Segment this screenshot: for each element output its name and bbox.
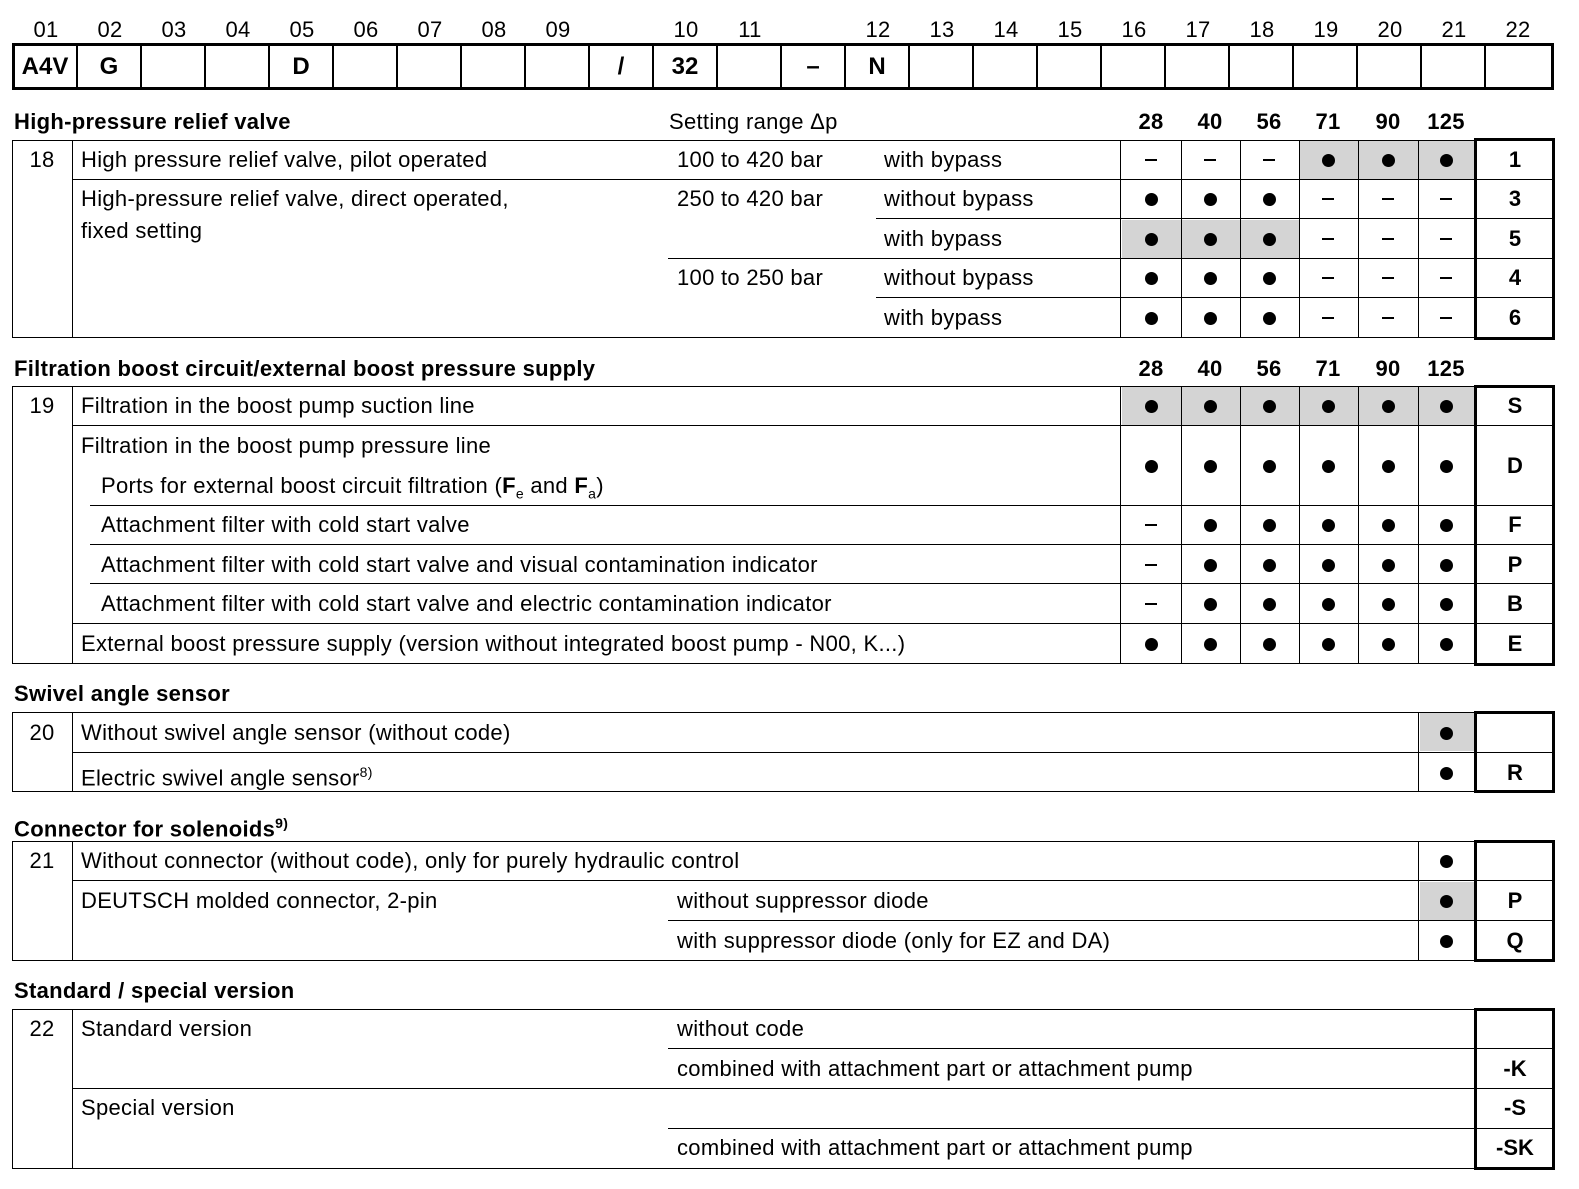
row-description: Electric swivel angle sensor$^{8)}$ [81,764,373,791]
type-code-cell: / [590,46,654,88]
not-available-dash [1322,198,1334,200]
available-dot [1263,193,1276,206]
order-code: 4 [1508,265,1522,290]
section-title: Filtration boost circuit/external boost pressure supply [14,356,596,381]
order-code: -K [1503,1056,1527,1081]
available-dot [1263,460,1276,473]
available-dot [1204,519,1217,532]
size-header: 40 [1197,109,1223,134]
type-code-cell [1486,46,1552,88]
position-label: 12 [865,17,891,42]
available-dot [1382,559,1395,572]
position-label: 15 [1057,17,1083,42]
type-code-cell [142,46,206,88]
type-code-cell: N [846,46,910,88]
not-available-dash [1322,277,1334,279]
available-dot [1204,400,1217,413]
type-code-cell [526,46,590,88]
setting-range: 100 to 250 bar [677,265,824,290]
setting-range-label: Setting range Δp [669,109,838,134]
bypass-option: with bypass [884,147,1003,172]
position-label: 06 [353,17,379,42]
order-code: F [1508,512,1522,537]
row-description: Ports for external boost circuit filtration ($F_e$ and $F_a$) [101,473,604,502]
section-title: Standard / special version [14,978,295,1003]
available-dot [1204,312,1217,325]
size-header: 40 [1197,356,1223,381]
size-header: 90 [1375,109,1401,134]
position-label: 20 [1377,17,1403,42]
row-number: 18 [29,147,55,172]
not-available-dash [1382,277,1394,279]
size-header: 56 [1256,109,1282,134]
available-dot [1382,154,1395,167]
size-header: 71 [1315,109,1341,134]
size-header: 56 [1256,356,1282,381]
not-available-dash [1145,564,1157,566]
row-description: Without connector (without code), only for purely hydraulic control [81,848,740,873]
available-dot [1322,460,1335,473]
available-dot [1263,233,1276,246]
available-dot [1440,460,1453,473]
position-label: 14 [993,17,1019,42]
version-option: combined with attachment part or attachment pump [677,1056,1193,1081]
available-dot [1382,598,1395,611]
version-option: without code [677,1016,805,1041]
order-code: -S [1504,1095,1526,1120]
available-dot [1204,272,1217,285]
bypass-option: with bypass [884,305,1003,330]
position-label: 19 [1313,17,1339,42]
type-code-cell [1294,46,1358,88]
type-code-cell [1166,46,1230,88]
section-title: High-pressure relief valve [14,109,291,134]
position-label: 05 [289,17,315,42]
available-dot [1440,154,1453,167]
type-code-cell: – [782,46,846,88]
not-available-dash [1204,159,1216,161]
available-dot [1440,400,1453,413]
row-description: Attachment filter with cold start valve and electric contamination indicator [101,591,832,616]
type-code-cell [718,46,782,88]
type-code-cell [910,46,974,88]
order-code: B [1507,591,1523,616]
not-available-dash [1145,524,1157,526]
row-description: fixed setting [81,218,203,243]
available-dot [1145,400,1158,413]
size-header: 28 [1138,109,1164,134]
available-dot [1204,233,1217,246]
position-label: 07 [417,17,443,42]
order-code: E [1507,631,1523,656]
row-description: Special version [81,1095,235,1120]
order-code: 1 [1508,147,1522,172]
type-code-cell: D [270,46,334,88]
size-header: 125 [1427,109,1465,134]
not-available-dash [1440,238,1452,240]
row-number: 22 [29,1016,55,1041]
order-code: R [1507,760,1523,785]
type-code-cell [206,46,270,88]
type-code-cell [974,46,1038,88]
available-dot [1440,767,1453,780]
available-dot [1382,519,1395,532]
not-available-dash [1322,317,1334,319]
row-number: 21 [29,848,55,873]
row-number: 20 [29,720,55,745]
available-dot [1204,559,1217,572]
row-description: Filtration in the boost pump suction line [81,393,475,418]
position-label: 16 [1121,17,1147,42]
not-available-dash [1145,159,1157,161]
available-dot [1440,559,1453,572]
available-dot [1440,519,1453,532]
available-dot [1322,154,1335,167]
size-header: 125 [1427,356,1465,381]
available-dot [1145,272,1158,285]
available-dot [1440,638,1453,651]
order-code: 6 [1508,305,1522,330]
position-label: 03 [161,17,187,42]
connector-option: with suppressor diode (only for EZ and DA) [677,928,1111,953]
position-label: 10 [673,17,699,42]
available-dot [1440,895,1453,908]
not-available-dash [1440,317,1452,319]
not-available-dash [1382,198,1394,200]
available-dot [1322,638,1335,651]
position-label: 21 [1441,17,1467,42]
not-available-dash [1440,277,1452,279]
available-dot [1440,598,1453,611]
available-dot [1204,598,1217,611]
row-description: High pressure relief valve, pilot operated [81,147,488,172]
position-label: 08 [481,17,507,42]
position-label: 11 [738,17,762,42]
available-dot [1263,312,1276,325]
type-code-cell: 32 [654,46,718,88]
position-label: 01 [33,17,59,42]
row-description: DEUTSCH molded connector, 2-pin [81,888,438,913]
available-dot [1263,519,1276,532]
available-dot [1204,460,1217,473]
setting-range: 100 to 420 bar [677,147,824,172]
version-option: combined with attachment part or attachment pump [677,1135,1193,1160]
position-label: 18 [1249,17,1275,42]
position-label: 02 [97,17,123,42]
bypass-option: without bypass [884,265,1034,290]
row-description: Filtration in the boost pump pressure line [81,433,492,458]
type-code-cell [1038,46,1102,88]
setting-range: 250 to 420 bar [677,186,824,211]
order-code: Q [1506,928,1524,953]
available-dot [1322,559,1335,572]
available-dot [1263,559,1276,572]
available-dot [1204,193,1217,206]
not-available-dash [1440,198,1452,200]
row-description: Attachment filter with cold start valve and visual contamination indicator [101,552,818,577]
available-dot [1263,598,1276,611]
available-dot [1263,400,1276,413]
row-number: 19 [29,393,55,418]
bypass-option: with bypass [884,226,1003,251]
section-title: Connector for solenoids$^{9)}$ [14,815,289,842]
available-dot [1440,727,1453,740]
order-code: D [1507,453,1523,478]
row-description: High-pressure relief valve, direct operated, [81,186,509,211]
available-dot [1382,400,1395,413]
type-code-cell: G [78,46,142,88]
position-label: 17 [1185,17,1211,42]
available-dot [1145,233,1158,246]
order-code: -SK [1496,1135,1534,1160]
not-available-dash [1145,603,1157,605]
size-header: 28 [1138,356,1164,381]
size-header: 71 [1315,356,1341,381]
size-header: 90 [1375,356,1401,381]
order-code: P [1507,888,1523,913]
type-code-cell [398,46,462,88]
not-available-dash [1382,238,1394,240]
type-code-cell [462,46,526,88]
available-dot [1322,519,1335,532]
order-code: 3 [1508,186,1522,211]
type-code-cell [1230,46,1294,88]
type-code-cell [1358,46,1422,88]
available-dot [1145,193,1158,206]
bypass-option: without bypass [884,186,1034,211]
not-available-dash [1382,317,1394,319]
available-dot [1382,638,1395,651]
type-code-cell [334,46,398,88]
type-code-cell: A4V [14,46,78,88]
available-dot [1263,638,1276,651]
row-description: Attachment filter with cold start valve [101,512,470,537]
available-dot [1145,312,1158,325]
row-description: Standard version [81,1016,253,1041]
available-dot [1145,460,1158,473]
type-code-cell [1422,46,1486,88]
available-dot [1204,638,1217,651]
position-label: 13 [929,17,955,42]
position-label: 22 [1505,17,1531,42]
order-code: S [1507,393,1523,418]
available-dot [1322,400,1335,413]
order-code: 5 [1508,226,1522,251]
position-label: 04 [225,17,251,42]
position-label: 09 [545,17,571,42]
available-dot [1440,855,1453,868]
not-available-dash [1263,159,1275,161]
available-dot [1145,638,1158,651]
available-dot [1263,272,1276,285]
connector-option: without suppressor diode [677,888,929,913]
order-code: P [1507,552,1523,577]
available-dot [1440,935,1453,948]
row-description: Without swivel angle sensor (without code) [81,720,511,745]
section-title: Swivel angle sensor [14,681,231,706]
available-dot [1322,598,1335,611]
type-code-cell [1102,46,1166,88]
not-available-dash [1322,238,1334,240]
available-dot [1382,460,1395,473]
row-description: External boost pressure supply (version without integrated boost pump - N00, K...) [81,631,906,656]
